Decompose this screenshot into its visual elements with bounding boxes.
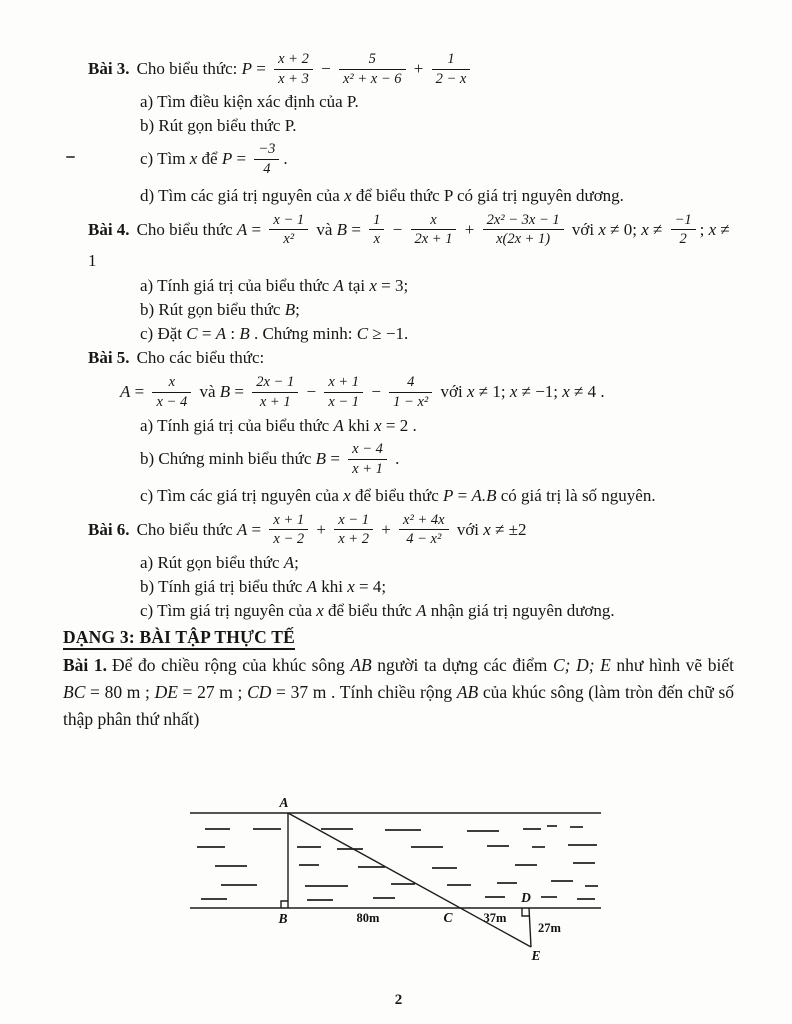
bai4-label: Bài 4. bbox=[88, 219, 130, 239]
dang3-heading-text: DẠNG 3: BÀI TẬP THỰC TẾ bbox=[63, 627, 295, 650]
bai1-label: Bài 1. bbox=[63, 655, 107, 676]
problem-bai5 bbox=[63, 346, 734, 507]
bai3-item-d: d) Tìm các giá trị nguyên của x để biểu thức P có giá trị nguyên dương. bbox=[140, 185, 624, 205]
point-label-d: D bbox=[521, 890, 531, 906]
scan-artifact-dash bbox=[66, 156, 75, 158]
length-label-bc: 80m bbox=[356, 911, 380, 926]
right-angle-mark-d bbox=[522, 908, 529, 916]
river-diagram bbox=[185, 789, 605, 967]
length-label-cd: 37m bbox=[483, 911, 507, 926]
segment-de bbox=[529, 908, 531, 947]
bai6-intro-line bbox=[88, 513, 734, 549]
bai1-paragraph bbox=[63, 652, 734, 733]
river-figure bbox=[185, 789, 734, 972]
bai5-main-formula: A = $\frac{x}{x - 4}$ và B = $\frac{2x - 1}{x + 1}$ − $\frac{x + 1}{x - 1}$ − $\frac{4}{\text{1 − x²}}$ với x ≠ 1; x ≠ −1; x ≠ 4 . bbox=[120, 374, 605, 410]
bai4-item-a: a) Tính giá trị của biểu thức A tại x = 3; bbox=[140, 276, 409, 296]
bai1-text: Để đo chiều rộng của khúc sông AB người ta dựng các điểm C; D; E như hình vẽ biết BC = 80 m ; DE = 27 m ; CD = 37 m . Tính chiều rộng AB của khúc sông (làm tròn đến chữ số thập phân thứ nhất) bbox=[63, 655, 735, 730]
bai4-item-b: b) Rút gọn biểu thức B; bbox=[140, 300, 300, 320]
bai5-intro-line bbox=[88, 346, 734, 369]
water-dashes bbox=[197, 826, 598, 900]
segment-ae bbox=[288, 813, 531, 947]
bai4-formula: Cho biểu thức A = $\frac{x - 1}{\text{x²}}$ và B = $\frac{1}{x}$ − $\frac{x}{2x + 1}$ + $\frac{\text{2x² − 3x − 1}}{x(2x + 1)}$ với x ≠ 0; x ≠ $\frac{-1}{2}$ ; x ≠ 1 bbox=[88, 211, 730, 271]
bai6-item-b: b) Tính giá trị biểu thức A khi x = 4; bbox=[140, 577, 387, 597]
length-label-de: 27m bbox=[538, 921, 561, 936]
dang3-heading bbox=[63, 627, 734, 648]
bai5-intro: Cho các biểu thức: bbox=[136, 348, 265, 368]
bai4-intro-line bbox=[88, 213, 734, 272]
problem-bai3 bbox=[63, 52, 734, 207]
bai3-formula: Cho biểu thức: P = $\frac{x + 2}{x + 3}$ − $\frac{5}{\text{x² + x − 6}}$ + $\frac{1}{2 - x}$ bbox=[137, 59, 475, 78]
problem-bai6 bbox=[63, 513, 734, 622]
point-label-a: A bbox=[279, 795, 289, 811]
problem-bai4 bbox=[63, 213, 734, 345]
bai6-item-a: a) Rút gọn biểu thức A; bbox=[140, 553, 299, 573]
bai3-label: Bài 3. bbox=[88, 59, 130, 79]
bai6-formula: Cho biểu thức A = $\frac{x + 1}{x - 2}$ + $\frac{x - 1}{x + 2}$ + $\frac{\text{x² + 4x}}{\text{4 − x²}}$ với x ≠ ±2 bbox=[136, 511, 527, 548]
bai5-item-b: b) Chứng minh biểu thức B = $\frac{x - 4}{x + 1}$ . bbox=[140, 441, 400, 478]
bai6-item-c: c) Tìm giá trị nguyên của x để biểu thức A nhận giá trị nguyên dương. bbox=[140, 601, 615, 621]
point-label-c: C bbox=[443, 910, 453, 926]
bai5-item-c: c) Tìm các giá trị nguyên của x để biểu thức P = A.B có giá trị là số nguyên. bbox=[140, 485, 656, 505]
bai3-item-c: c) Tìm x để P = $\frac{-3}{4}$ . bbox=[140, 141, 288, 178]
page-number: 2 bbox=[394, 992, 403, 1009]
point-label-b: B bbox=[278, 911, 288, 927]
bai3-item-b: b) Rút gọn biểu thức P. bbox=[140, 116, 297, 136]
bai3-intro-line bbox=[88, 52, 734, 88]
bai5-item-a: a) Tính giá trị của biểu thức A khi x = 2 . bbox=[140, 416, 417, 436]
bai5-label: Bài 5. bbox=[88, 348, 130, 368]
bai3-item-a: a) Tìm điều kiện xác định của P. bbox=[140, 92, 359, 112]
right-angle-mark-b bbox=[281, 901, 288, 908]
bai6-label: Bài 6. bbox=[88, 519, 130, 539]
bai4-item-c: c) Đặt C = A : B . Chứng minh: C ≥ −1. bbox=[140, 324, 409, 344]
point-label-e: E bbox=[531, 948, 541, 964]
